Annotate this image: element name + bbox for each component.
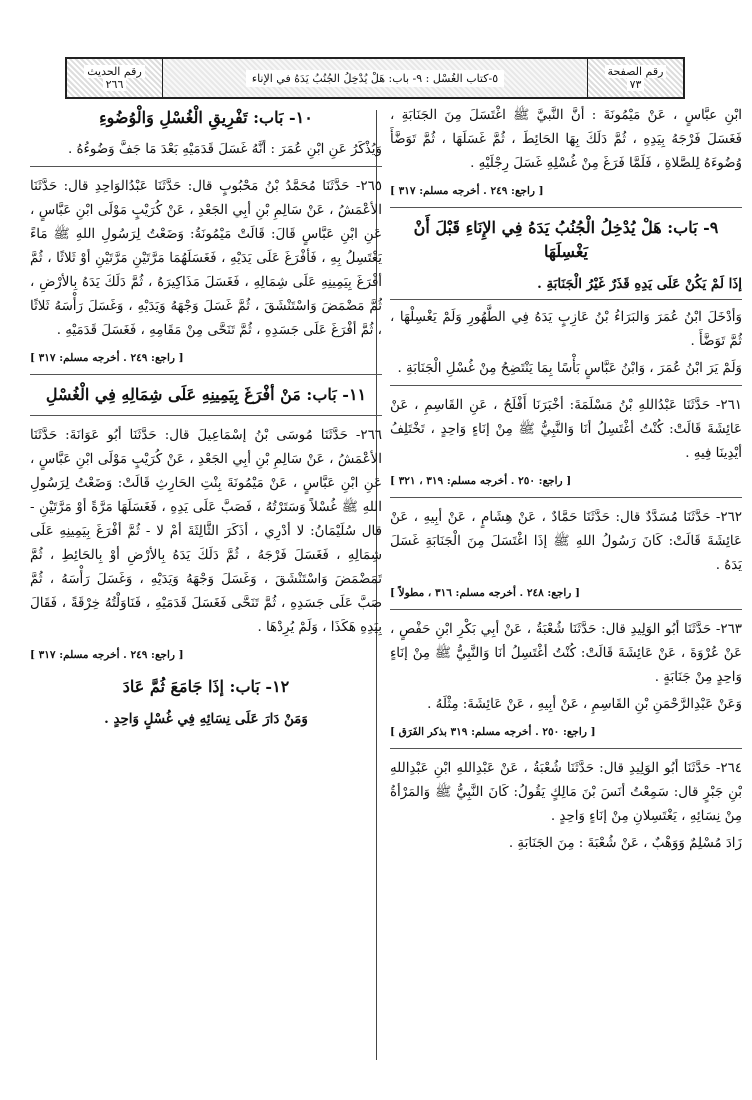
paragraph: وَأدْخَلَ ابْنُ عُمَرَ وَالبَرَاءُ بْنُ عَازِبٍ يَدَهُ فِي الطَّهُورِ وَلَمْ يَغْسِلْهَا ، ثُمَّ تَوَضَّأَ .	[390, 310, 742, 349]
reference	[30, 346, 382, 370]
divider	[390, 207, 742, 208]
page-header	[65, 57, 685, 99]
chapter-heading: ٩- بَاب: هَلْ يُدْخِلُ الْجُنُبُ يَدَهُ فِي الإِنَاءِ قَبْلَ أَنْ يَغْسِلَهَا	[413, 218, 719, 261]
divider	[390, 609, 742, 610]
hadith-264-b: زَادَ مُسْلِمٌ وَوَهْبٌ ، عَنْ شُعْبَةَ : مِنَ الجَنَابَةِ .	[508, 836, 742, 851]
hadith-263-b: وَعَنْ عَبْدِالرَّحْمَنِ بْنِ القَاسِمِ ، عَنْ أبِيهِ ، عَنْ عَائِشَةَ: مِثْلَهُ .	[427, 697, 742, 712]
running-title-box	[163, 59, 587, 97]
reference	[390, 469, 742, 493]
hadith-262: ٢٦٢- حَدَّثَنَا مُسَدَّدٌ قال: حَدَّثَنَا حَمَّادٌ ، عَنْ هِشَامٍ ، عَنْ أبِيهِ ، عَنْ عَائِشَةَ قَالَتْ: كَانَ رَسُولُ اللهِ ﷺ إذَا اغْتَسَلَ مِنَ الْجَنَابَةِ غَسَلَ يَدَهُ .	[390, 510, 742, 573]
divider	[390, 748, 742, 749]
chapter-intro: إذَا لَمْ يَكُنْ عَلَى يَدِهِ قَذَرٌ غَيْرُ الْجَنَابَةِ .	[390, 272, 742, 300]
reference	[390, 581, 742, 605]
reference-text: [ راجع: ٢٥٠ . أخرجه مسلم: ٣١٩ بذكر الفَرَق ]	[390, 726, 596, 738]
divider	[30, 166, 382, 167]
reference-text: [ راجع: ٢٤٩ . أخرجه مسلم: ٣١٧ ]	[30, 352, 184, 364]
divider	[390, 385, 742, 386]
hadith-number: ٢٦٦	[103, 78, 127, 91]
chapter-heading: ١٠- بَاب: تَفْرِيقِ الْغُسْلِ وَالْوُضُوءِ	[99, 108, 313, 127]
hadith-265: ٢٦٥- حَدَّثَنَا مُحَمَّدُ بْنُ مَحْبُوبٍ قال: حَدَّثَنَا عَبْدُالوَاحِدِ قال: حَدَّثَنَا الأعْمَشُ ، عَنْ سَالِمِ بْنِ أبِي الجَعْدِ ، عَنْ كُرَيْبٍ مَوْلَى ابْنِ عَبَّاسٍ ، عَنِ ابْنِ عَبَّاسٍ قَالَ: قَالَتْ مَيْمُونَةُ: وَضَعْتُ لِرَسُولِ اللهِ ﷺ مَاءً يَغْتَسِلُ بِهِ ، فَأفْرَغَ عَلَى يَدَيْهِ ، فَغَسَلَهُمَا مَرَّتَيْنِ مَرَّتَيْنِ أوْ ثَلاثًا ، ثُمَّ أفْرَغَ بِيَمِينِهِ عَلَى شِمَالِهِ ، فَغَسَلَ مَذَاكِيرَهُ ، ثُمَّ دَلَكَ يَدَهُ بِالأرْضِ ، ثُمَّ مَضْمَضَ وَاسْتَنْشَقَ ، ثُمَّ غَسَلَ وَجْهَهُ وَيَدَيْهِ ، وَغَسَلَ رَأْسَهُ ثَلاثًا ، ثُمَّ أفْرَغَ عَلَى جَسَدِهِ ، ثُمَّ تَنَحَّى مِنْ مَقَامِهِ ، فَغَسَلَ قَدَمَيْهِ .	[30, 179, 382, 338]
hadith-264: ٢٦٤- حَدَّثَنَا أبُو الوَلِيدِ قال: حَدَّثَنَا شُعْبَةُ ، عَنْ عَبْدِاللهِ ابْنِ عَبْدِاللهِ بْنِ جَبْرٍ قال: سَمِعْتُ أنَسَ بْنَ مَالِكٍ يَقُولُ: كَانَ النَّبِيُّ ﷺ وَالمَرْأةُ مِنْ نِسَائِهِ ، يَغْتَسِلانِ مِنْ إنَاءٍ وَاحِدٍ .	[390, 761, 742, 824]
chapter-intro: وَيُذْكَرُ عَنِ ابْنِ عُمَرَ : أنَّهُ غَسَلَ قَدَمَيْهِ بَعْدَ مَا جَفَّ وَضُوءُهُ .	[68, 142, 382, 157]
reference-text: [ راجع: ٢٤٨ . أخرجه مسلم: ٣١٦ ، مطولاً ]	[390, 587, 580, 599]
right-column	[390, 104, 742, 1064]
page-number-label: رقم الصفحة	[605, 65, 667, 78]
chapter-heading: ١١- بَاب: مَنْ أفْرَغَ بِيَمِينِهِ عَلَى شِمَالِهِ فِي الْغُسْلِ	[45, 385, 367, 404]
paragraph: ابْنِ عبَّاسٍ ، عَنْ مَيْمُونَةَ : أنَّ النَّبيَّ ﷺ اغْتَسَلَ مِنَ الجَنَابَةِ ، فَغَسَلَ فَرْجَهُ بِيَدِهِ ، ثُمَّ دَلَكَ بِهَا الحَائِطَ ، ثُمَّ غَسَلَهَا ، ثُمَّ تَوَضَّأَ وُضُوءَهُ لِلصَّلاةِ ، فَلَمَّا فَرَغَ مِنْ غُسْلِهِ غَسَلَ رِجْلَيْهِ .	[390, 108, 742, 171]
page-number: ٧٣	[627, 78, 645, 91]
divider	[30, 374, 382, 375]
reference	[390, 179, 742, 203]
reference-text: [ راجع: ٢٤٩ . أخرجه مسلم: ٣١٧ ]	[390, 185, 544, 197]
page-number-box	[587, 59, 683, 97]
hadith-263: ٢٦٣- حَدَّثَنَا أبُو الوَلِيدِ قال: حَدَّثَنَا شُعْبَةُ ، عَنْ أبِي بَكْرِ ابْنِ حَفْصٍ ، عَنْ عُرْوَةَ ، عَنْ عَائِشَةَ قَالَتْ: كُنْتُ أغْتَسِلُ أنَا وَالنَّبِيُّ ﷺ مِنْ إنَاءٍ وَاحِدٍ مِنْ جَنَابَةٍ .	[390, 622, 742, 685]
hadith-number-label: رقم الحديث	[84, 65, 145, 78]
left-column	[30, 104, 382, 1064]
hadith-261: ٢٦١- حَدَّثَنَا عَبْدُاللهِ بْنُ مَسْلَمَةَ: أخْبَرَنَا أَفْلَحُ ، عَنِ القَاسِمِ ، عَنْ عَائِشَةَ قَالَتْ: كُنْتُ أغْتَسِلُ أنَا وَالنَّبِيُّ ﷺ مِنْ إنَاءٍ وَاحِدٍ ، تَخْتَلِفُ أيْدِينَا فِيهِ .	[390, 398, 742, 461]
reference-text: [ راجع: ٢٥٠ . أخرجه مسلم: ٣١٩ ، ٣٢١ ]	[390, 475, 572, 487]
reference	[30, 643, 382, 667]
hadith-number-box	[67, 59, 163, 97]
chapter-heading: ١٢- بَاب: إذَا جَامَعَ ثُمَّ عَادَ	[122, 677, 290, 696]
divider	[30, 415, 382, 416]
paragraph: وَلَمْ يَرَ ابْنُ عُمَرَ ، وَابْنُ عَبَّاسٍ بَأْسًا بِمَا يَنْتَضِحُ مِنْ غُسْلِ الْجَنَابَةِ .	[397, 361, 742, 376]
running-title: ٥-كتاب الغُسْل : ٩- باب: هَلْ يُدْخِلُ الجُنُبُ يَدَهُ في الإناء	[246, 70, 504, 87]
hadith-266: ٢٦٦- حَدَّثَنَا مُوسَى بْنُ إسْمَاعِيلَ قال: حَدَّثَنَا أبُو عَوَانَةَ: حَدَّثَنَا الأعْمَشُ ، عَنْ سَالِمِ بْنِ أبِي الجَعْدِ ، عَنْ كُرَيْبٍ مَوْلَى ابْنِ عَبَّاسٍ ، عَنِ ابْنِ عَبَّاسٍ ، عَنْ مَيْمُونَةَ بِنْتِ الحَارِثِ قَالَتْ: وَضَعْتُ لِرَسُولِ اللهِ ﷺ غُسْلاً وَسَتَرْتُهُ ، فَصَبَّ عَلَى يَدِهِ ، فَغَسَلَهَا مَرَّةً أوْ مَرَّتَيْنِ - قال سُلَيْمَانُ: لا أدْرِي ، أذَكَرَ الثَّالِثَةَ أمْ لا - ثُمَّ أفْرَغَ بِيَمِينِهِ عَلَى شِمَالِهِ ، فَغَسَلَ فَرْجَهُ ، ثُمَّ دَلَكَ يَدَهُ بِالأرْضِ أوْ بِالحَائِطِ ، ثُمَّ تَمَضْمَضَ وَاسْتَنْشَقَ ، وَغَسَلَ وَجْهَهُ وَيَدَيْهِ ، وَغَسَلَ رَأْسَهُ ، ثُمَّ صَبَّ عَلَى جَسَدِهِ ، ثُمَّ تَنَحَّى فَغَسَلَ قَدَمَيْهِ ، فَنَاوَلْتُهُ خِرْقَةً ، فَقَالَ بِيَدِهِ هَكَذَا ، وَلَمْ يُرِدْهَا .	[30, 428, 382, 635]
reference	[390, 720, 742, 744]
divider	[390, 497, 742, 498]
reference-text: [ راجع: ٢٤٩ . أخرجه مسلم: ٣١٧ ]	[30, 649, 184, 661]
chapter-subtitle: وَمَنْ دَارَ عَلَى نِسَائِهِ فِي غُسْلٍ وَاحِدٍ .	[104, 711, 308, 727]
